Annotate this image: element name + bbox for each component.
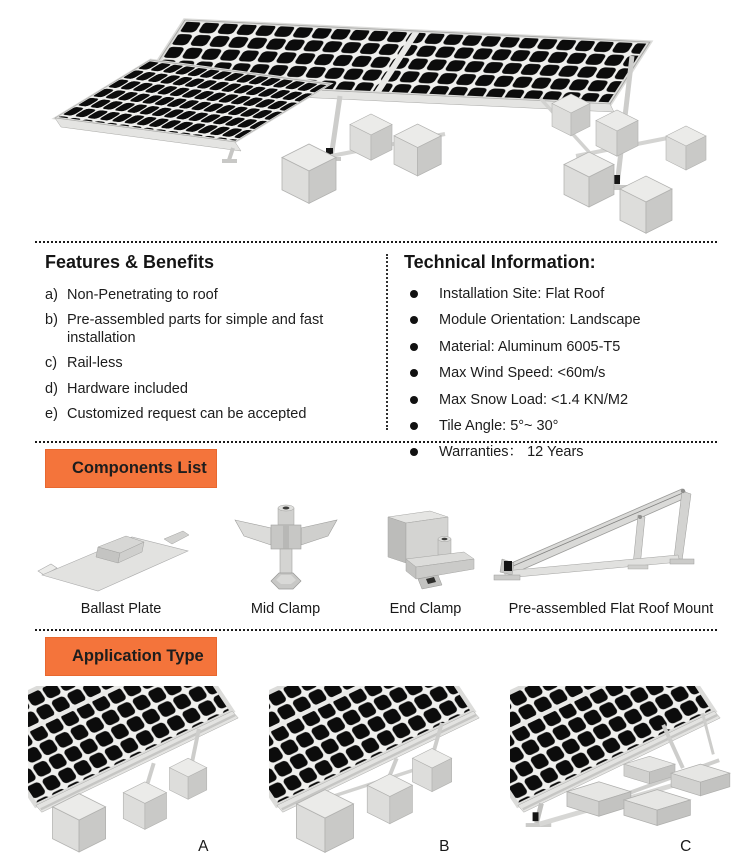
feature-text: Hardware included [67,380,188,397]
feature-text: Customized request can be accepted [67,405,307,422]
component-label: Ballast Plate [80,601,162,617]
flat-roof-mount-image [486,475,736,595]
technical-item [404,444,734,461]
feature-text: Rail-less [67,355,123,372]
feature-item [45,311,370,347]
end-clamp-image [376,503,476,595]
mid-clamp-image [231,503,341,595]
component-label: End Clamp [389,601,462,617]
application-tile-c [510,686,731,858]
dotted-vertical-divider [386,254,388,430]
component-preassembled-mount [492,475,730,617]
bullet-icon [410,422,418,430]
application-a-image [28,686,249,858]
application-label: C [680,838,692,855]
dotted-separator [35,629,717,631]
technical-section [404,252,734,471]
feature-key: c) [45,355,58,372]
application-label: B [439,838,450,855]
component-label: Mid Clamp [250,601,321,617]
features-title: Features & Benefits [45,252,215,272]
application-b-image [269,686,490,858]
component-end-clamp [359,503,492,617]
technical-title: Technical Information: [404,252,596,272]
features-section [45,252,370,430]
technical-text: Max Snow Load: <1.4 KN/M2 [439,391,629,408]
technical-item [404,286,734,303]
technical-text: Tile Angle: 5°~ 30° [439,417,559,434]
component-mid-clamp [212,503,359,617]
feature-key: b) [45,312,58,329]
application-label: A [198,838,209,855]
application-tile-b [269,686,490,858]
bullet-icon [410,448,418,456]
dotted-separator [35,441,717,443]
feature-item [45,286,370,304]
feature-key: e) [45,405,58,422]
components-list-header: Components List [45,449,217,488]
bullet-icon [410,290,418,298]
bullet-icon [410,316,418,324]
technical-text: Module Orientation: Landscape [439,312,641,329]
application-type-header: Application Type [45,637,217,676]
technical-item [404,365,734,382]
bullet-icon [410,369,418,377]
technical-item [404,392,734,409]
feature-item [45,405,370,423]
feature-key: d) [45,380,58,397]
bullet-icon [410,343,418,351]
feature-text: Pre-assembled parts for simple and fast installation [67,312,324,347]
ballast-plate-image [36,515,206,595]
hero-solar-system-image [20,8,720,240]
technical-text: Installation Site: Flat Roof [439,286,605,302]
technical-text: Warranties： 12 Years [439,444,584,461]
feature-item [45,354,370,372]
application-c-image [510,686,731,858]
technical-text: Material: Aluminum 6005-T5 [439,338,621,355]
feature-text: Non-Penetrating to roof [67,287,218,303]
technical-item [404,418,734,435]
feature-item [45,380,370,398]
dotted-separator [35,241,717,243]
technical-item [404,312,734,329]
technical-text: Max Wind Speed: <60m/s [439,365,606,382]
application-row [28,686,730,858]
components-row [30,465,730,617]
technical-item [404,339,734,356]
bullet-icon [410,396,418,404]
component-label: Pre-assembled Flat Roof Mount [508,601,714,617]
application-tile-a [28,686,249,858]
feature-key: a) [45,287,58,303]
component-ballast-plate [30,515,212,617]
